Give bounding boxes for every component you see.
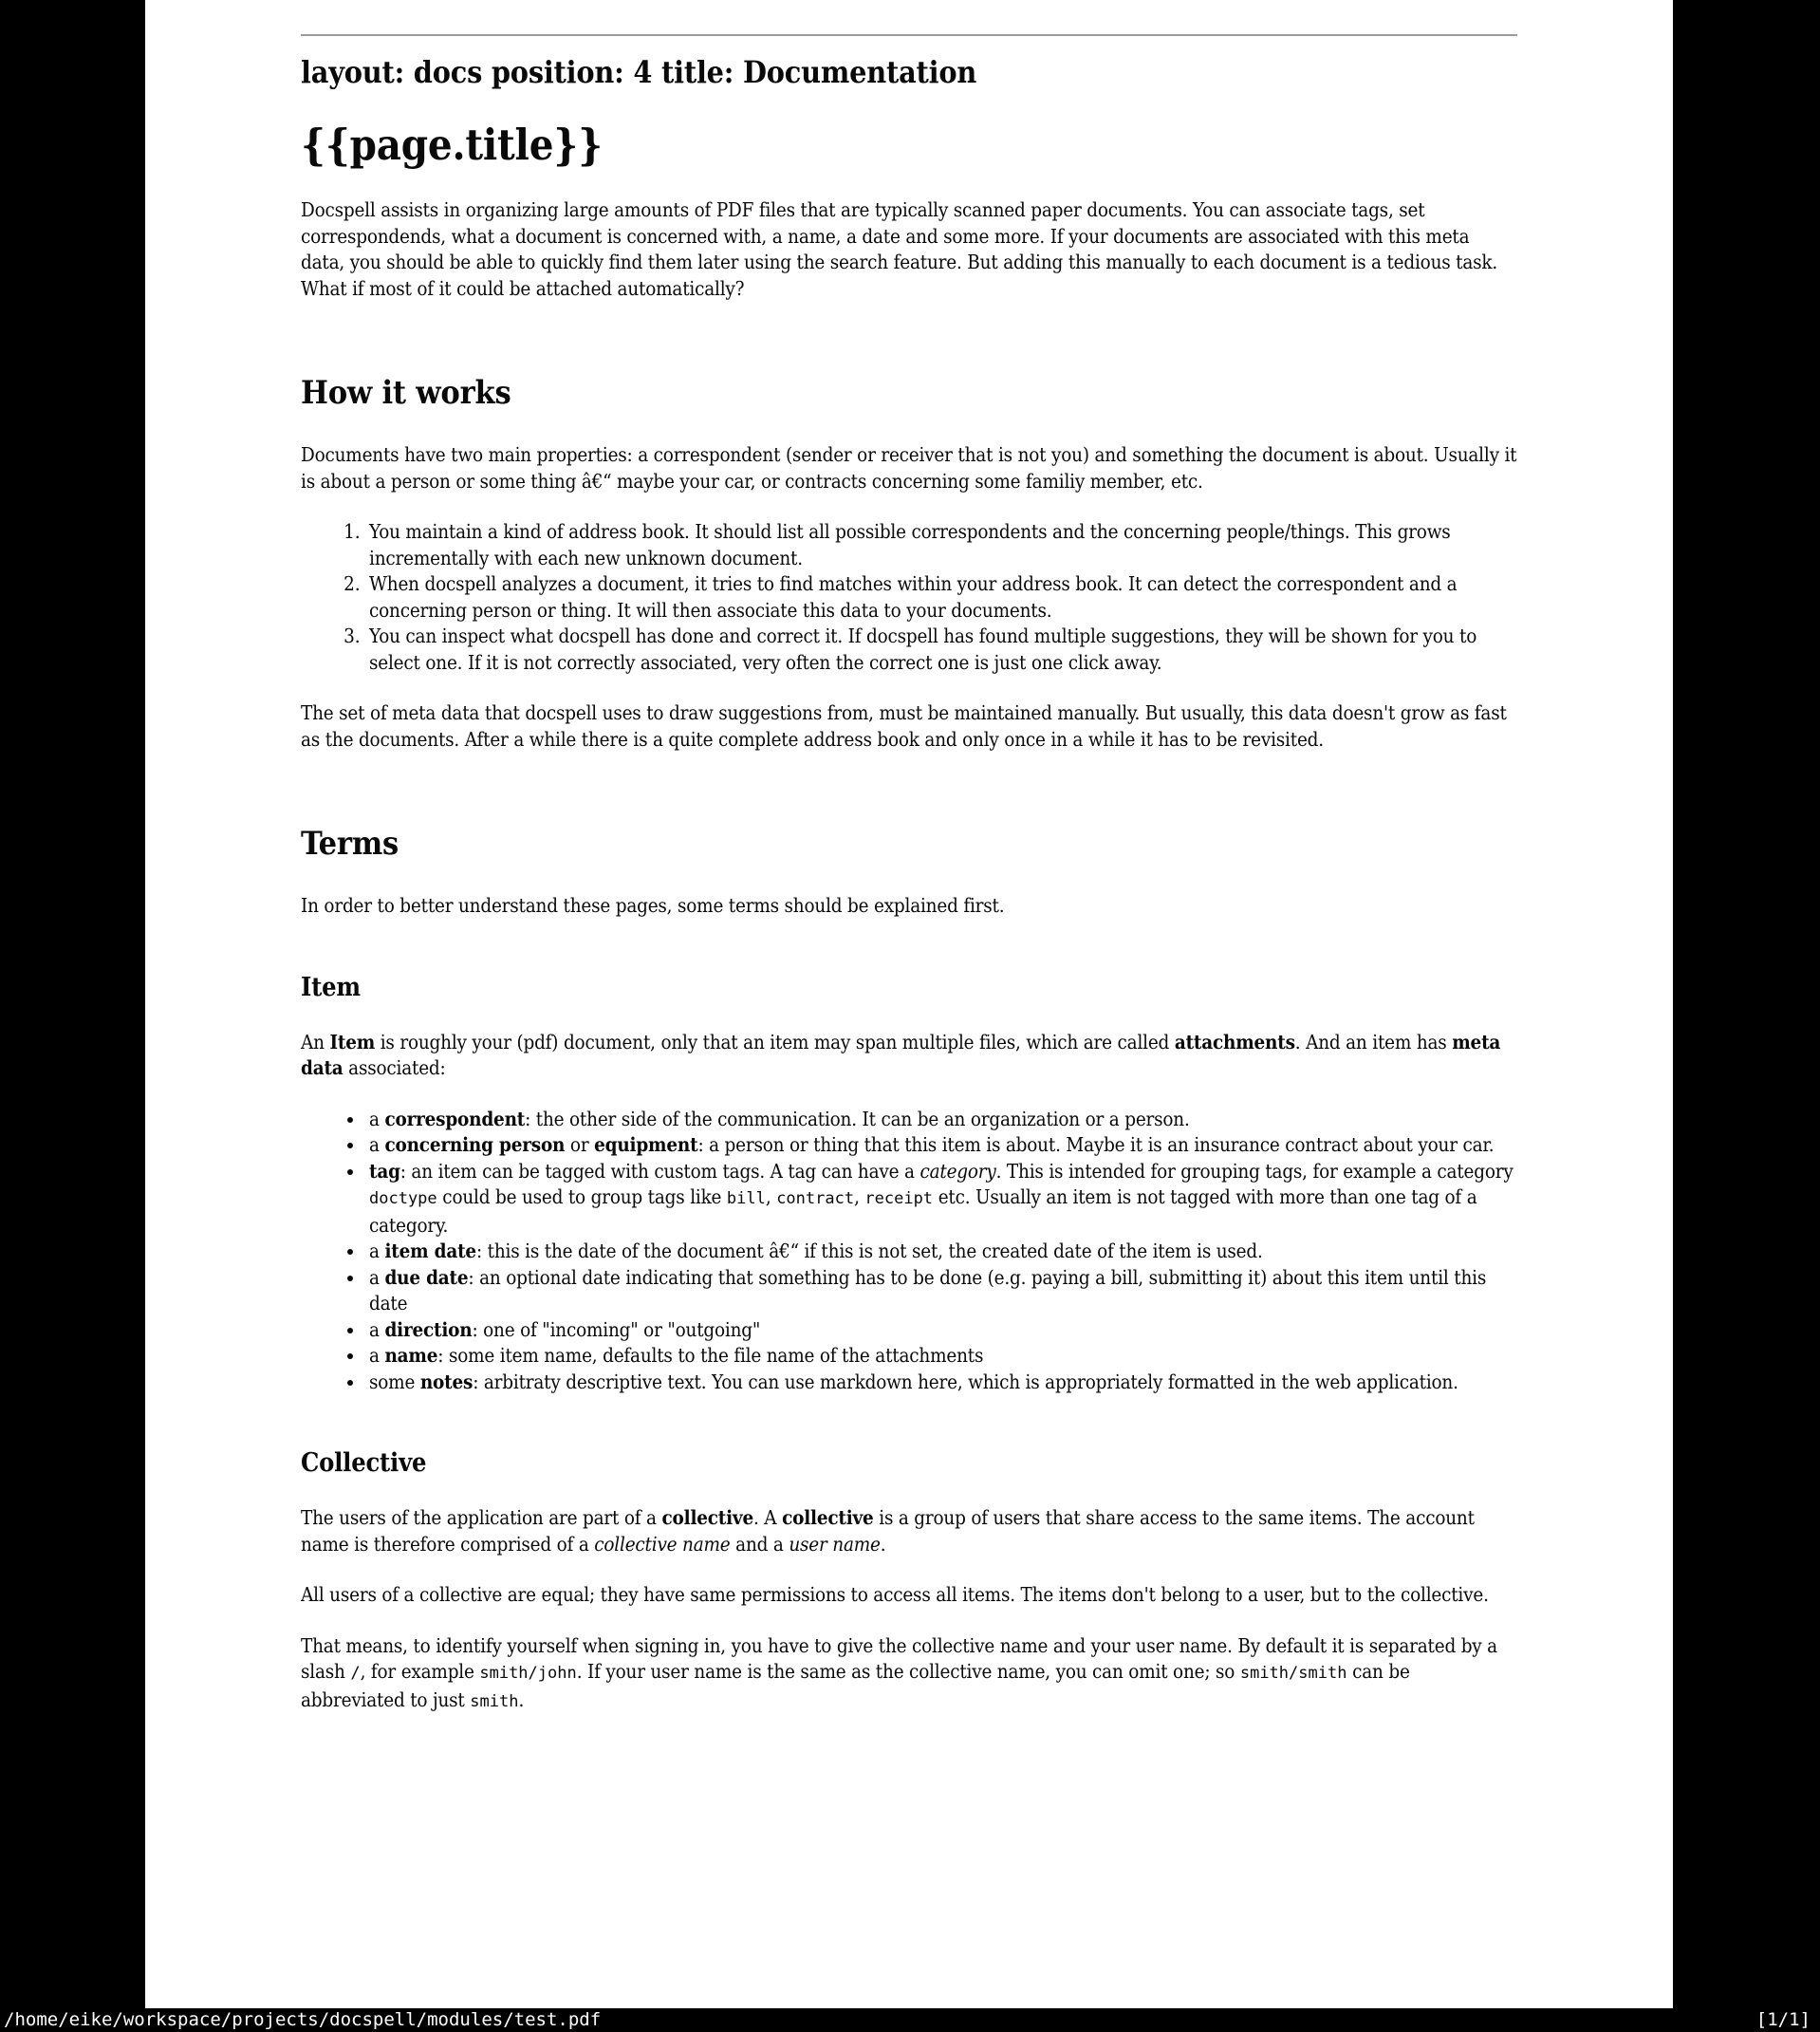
item-properties-list — [301, 1107, 1517, 1396]
item-property-name: • a name: some item name, defaults to the file name of the attachments — [365, 1343, 1517, 1370]
how-it-works-paragraph: Documents have two main properties: a correspondent (sender or receiver that is not you) and something the document is about. Usually it is about a person or some thing â€“ maybe your car, or contracts concerning some familiy member, etc. — [301, 443, 1517, 493]
workflow-step-2: 2. When docspell analyzes a document, it tries to find matches within your address book. It can detect the correspondent and a concerning person or thing. It will then associate this data to your documents. — [365, 571, 1517, 624]
meta-data-paragraph: The set of meta data that docspell uses to draw suggestions from, must be maintained manually. But usually, this data doesn't grow as fast as the documents. After a while there is a quite complete address book and only once in a while it has to be revisited. — [301, 701, 1507, 751]
item-property-concerning: • a concerning person or equipment: a person or thing that this item is about. Maybe it is an insurance contract about your car. — [365, 1132, 1517, 1159]
intro-paragraph: Docspell assists in organizing large amounts of PDF files that are typically scanned paper documents. You can associate tags, set correspondends, what a document is concerned with, a name, a date and some more. If your documents are associated with this meta data, you should be able to quickly find them later using the search feature. But adding this manually to each document is a tedious task. What if most of it could be attached automatically? — [301, 198, 1498, 300]
collective-paragraph-1: The users of the application are part of a collective. A collective is a group of users that share access to the same items. The account name is therefore comprised of a collective name and a user name. — [301, 1506, 1475, 1556]
workflow-step-3: 3. You can inspect what docspell has done and correct it. If docspell has found multiple suggestions, they will be shown for you to select one. If it is not correctly associated, very often the correct one is just one click away. — [365, 624, 1517, 676]
item-property-notes: • some notes: arbitraty descriptive text. You can use markdown here, which is appropriately formatted in the web application. — [365, 1370, 1517, 1396]
item-heading: Item — [301, 972, 361, 1002]
document-content — [301, 34, 1517, 1715]
collective-heading: Collective — [301, 1448, 427, 1478]
how-it-works-heading: How it works — [301, 374, 511, 412]
pdf-page — [145, 0, 1673, 2008]
item-property-item-date: • a item date: this is the date of the document â€“ if this is not set, the created date of the item is used. — [365, 1239, 1517, 1265]
terms-intro-paragraph: In order to better understand these pages, some terms should be explained first. — [301, 894, 1005, 917]
front-matter-heading: layout: docs position: 4 title: Documentation — [301, 54, 977, 90]
collective-paragraph-3: That means, to identify yourself when signing in, you have to give the collective name and your user name. By default it is separated by a slash /, for example smith/john. If your user name is the same as the collective name, you can omit one; so smith/smith can be abbreviated to just smith. — [301, 1633, 1497, 1711]
page-indicator: [1/1] — [1755, 2009, 1811, 2030]
front-matter-rule — [301, 34, 1517, 36]
item-property-correspondent: • a correspondent: the other side of the communication. It can be an organization or a person. — [365, 1107, 1517, 1133]
item-property-direction: • a direction: one of "incoming" or "outgoing" — [365, 1317, 1517, 1344]
status-bar — [0, 2008, 1820, 2032]
item-property-tag: • tag: an item can be tagged with custom tags. A tag can have a category. This is intended for grouping tags, for example a category doctype could be used to group tags like bill, contract, receipt etc. Usually an item is not tagged with more than one tag of a category. — [365, 1159, 1517, 1240]
file-path: /home/eike/workspace/projects/docspell/modules/test.pdf — [4, 2009, 602, 2030]
collective-paragraph-2: All users of a collective are equal; they have same permissions to access all items. The items don't belong to a user, but to the collective. — [301, 1583, 1489, 1606]
terms-heading: Terms — [301, 825, 399, 863]
page-title: {{page.title}} — [301, 120, 603, 170]
item-definition-paragraph: An Item is roughly your (pdf) document, only that an item may span multiple files, which are called attachments. And an item has meta data associated: — [301, 1030, 1501, 1079]
item-property-due-date: • a due date: an optional date indicating that something has to be done (e.g. paying a bill, submitting it) about this item until this date — [365, 1265, 1517, 1317]
workflow-steps-list — [301, 519, 1517, 676]
workflow-step-1: 1. You maintain a kind of address book. It should list all possible correspondents and the concerning people/things. This grows incrementally with each new unknown document. — [365, 519, 1517, 571]
